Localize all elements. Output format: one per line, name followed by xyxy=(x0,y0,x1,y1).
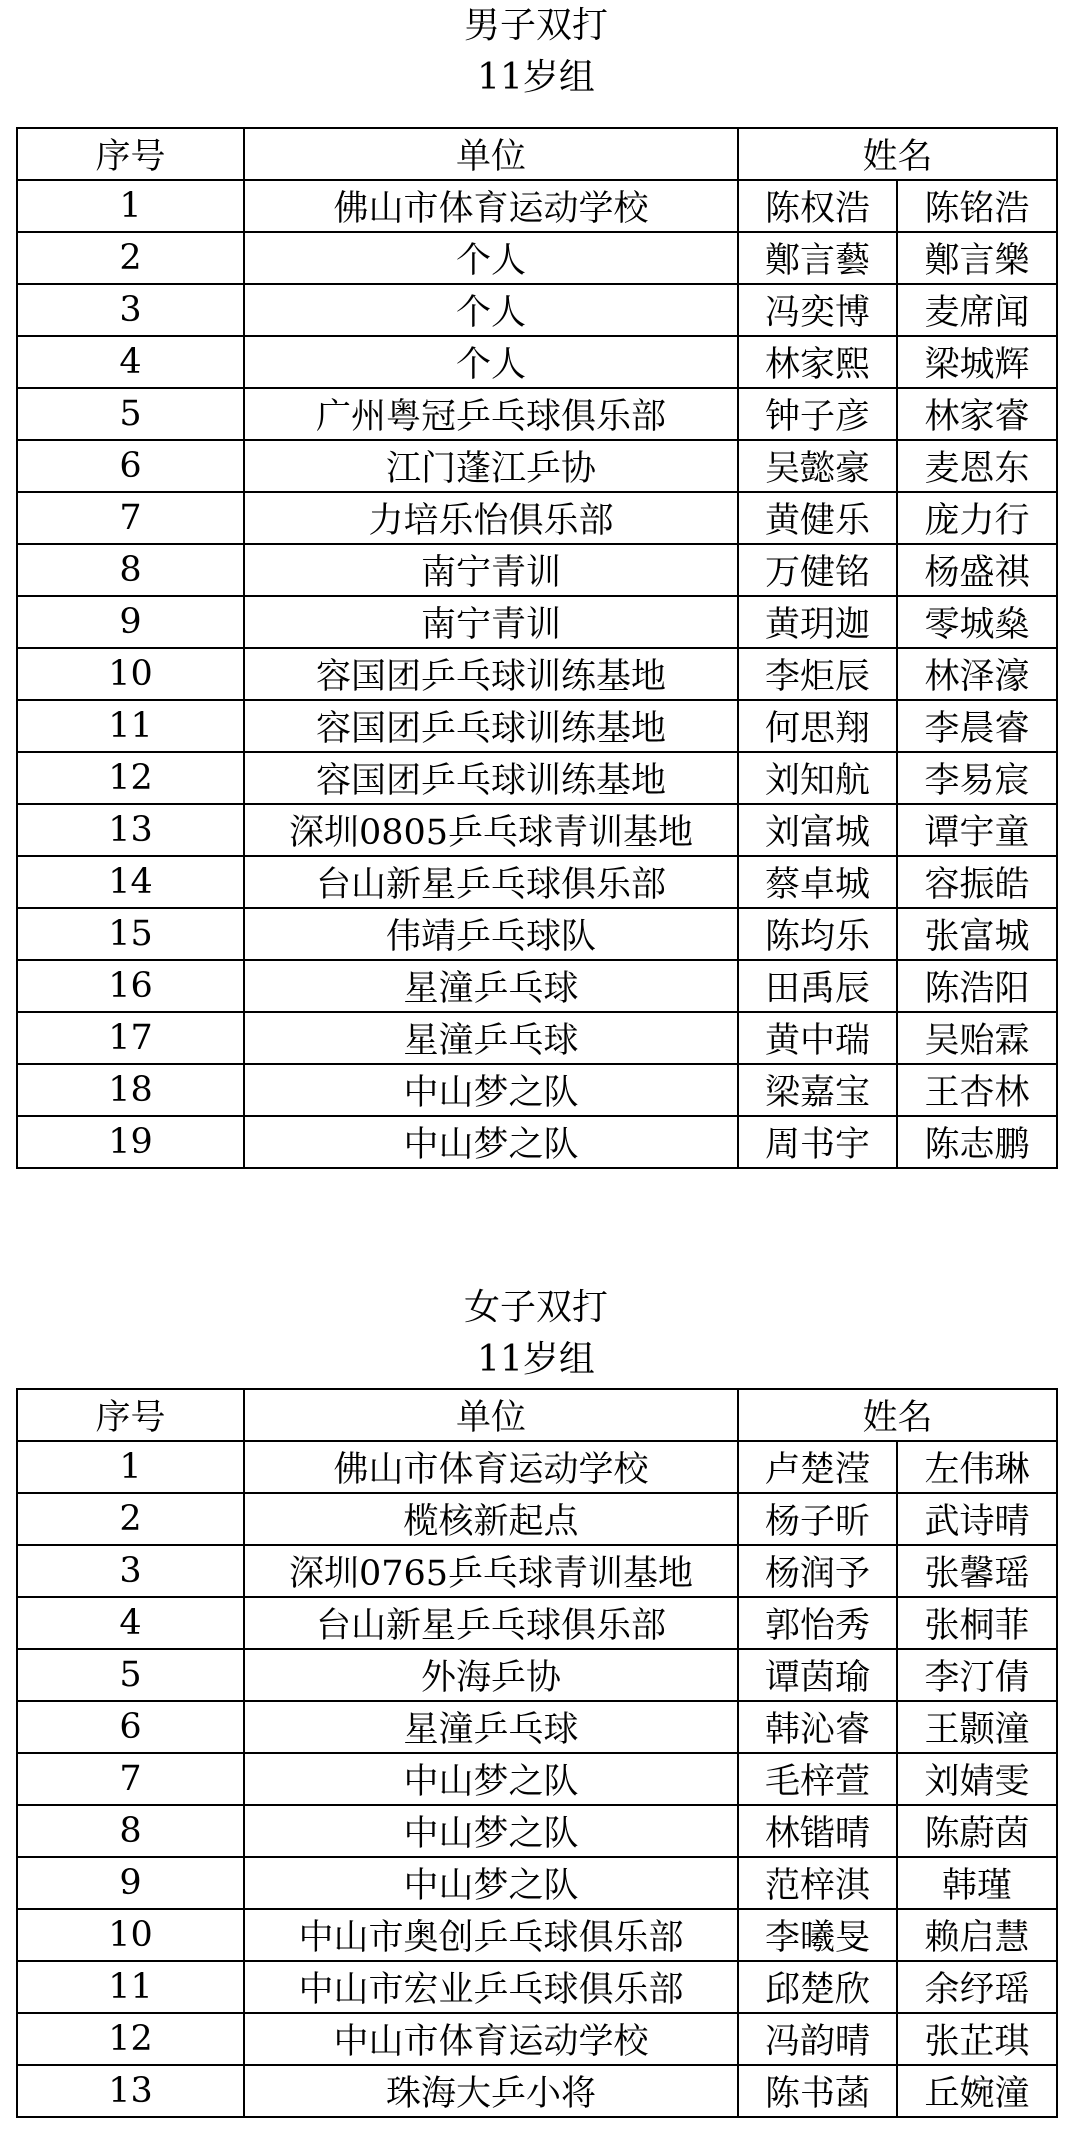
table-header-row xyxy=(17,1389,1057,1441)
table-row xyxy=(17,1701,1057,1753)
row-unit-cell: 南宁青训 xyxy=(244,596,738,648)
row-player1-cell: 陈权浩 xyxy=(738,180,897,232)
row-player2-cell: 李汀倩 xyxy=(897,1649,1057,1701)
women-doubles-group: 11岁组 xyxy=(477,1339,595,1380)
row-player2-cell: 余纾瑶 xyxy=(897,1961,1057,2013)
table-row xyxy=(17,1961,1057,2013)
row-index-cell: 12 xyxy=(17,2013,244,2065)
table-row xyxy=(17,700,1057,752)
row-player1-cell: 吴懿豪 xyxy=(738,440,897,492)
row-player2-cell: 李晨睿 xyxy=(897,700,1057,752)
row-unit-cell: 中山市宏业乒乓球俱乐部 xyxy=(244,1961,738,2013)
table-row xyxy=(17,1441,1057,1493)
row-player1-cell: 冯韵晴 xyxy=(738,2013,897,2065)
row-player1-cell: 韩沁睿 xyxy=(738,1701,897,1753)
row-player1-cell: 李曦旻 xyxy=(738,1909,897,1961)
header-index: 序号 xyxy=(17,1389,244,1441)
row-index-cell: 9 xyxy=(17,1857,244,1909)
row-player2-cell: 武诗晴 xyxy=(897,1493,1057,1545)
header-name: 姓名 xyxy=(738,1389,1057,1441)
row-index-cell: 11 xyxy=(17,1961,244,2013)
row-unit-cell: 佛山市体育运动学校 xyxy=(244,180,738,232)
row-player2-cell: 杨盛祺 xyxy=(897,544,1057,596)
row-player2-cell: 梁城辉 xyxy=(897,336,1057,388)
row-player2-cell: 谭宇童 xyxy=(897,804,1057,856)
table-row xyxy=(17,232,1057,284)
row-player1-cell: 陈书菡 xyxy=(738,2065,897,2117)
row-index-cell: 6 xyxy=(17,440,244,492)
table-row xyxy=(17,2065,1057,2117)
row-index-cell: 10 xyxy=(17,1909,244,1961)
row-player1-cell: 杨子昕 xyxy=(738,1493,897,1545)
table-row xyxy=(17,1012,1057,1064)
row-player2-cell: 刘婧雯 xyxy=(897,1753,1057,1805)
table-row xyxy=(17,752,1057,804)
row-unit-cell: 中山梦之队 xyxy=(244,1805,738,1857)
row-index-cell: 16 xyxy=(17,960,244,1012)
table-row xyxy=(17,1597,1057,1649)
row-player1-cell: 万健铭 xyxy=(738,544,897,596)
row-player1-cell: 黄玥迦 xyxy=(738,596,897,648)
row-player1-cell: 杨润予 xyxy=(738,1545,897,1597)
table-row xyxy=(17,1493,1057,1545)
row-player1-cell: 邱楚欣 xyxy=(738,1961,897,2013)
table-row xyxy=(17,648,1057,700)
table-row xyxy=(17,440,1057,492)
row-unit-cell: 中山市体育运动学校 xyxy=(244,2013,738,2065)
row-unit-cell: 容国团乒乓球训练基地 xyxy=(244,700,738,752)
table-row xyxy=(17,336,1057,388)
row-player1-cell: 范梓淇 xyxy=(738,1857,897,1909)
table-row xyxy=(17,180,1057,232)
row-player2-cell: 陈浩阳 xyxy=(897,960,1057,1012)
row-player1-cell: 毛梓萱 xyxy=(738,1753,897,1805)
row-unit-cell: 深圳0805乒乓球青训基地 xyxy=(244,804,738,856)
table-row xyxy=(17,544,1057,596)
row-player2-cell: 零城燊 xyxy=(897,596,1057,648)
row-player1-cell: 周书宇 xyxy=(738,1116,897,1168)
row-player1-cell: 何思翔 xyxy=(738,700,897,752)
table-row xyxy=(17,1909,1057,1961)
row-unit-cell: 广州粤冠乒乓球俱乐部 xyxy=(244,388,738,440)
row-unit-cell: 个人 xyxy=(244,232,738,284)
row-player1-cell: 卢楚滢 xyxy=(738,1441,897,1493)
row-player2-cell: 麦席闻 xyxy=(897,284,1057,336)
row-player2-cell: 张芷琪 xyxy=(897,2013,1057,2065)
row-index-cell: 10 xyxy=(17,648,244,700)
row-unit-cell: 个人 xyxy=(244,336,738,388)
row-unit-cell: 中山梦之队 xyxy=(244,1753,738,1805)
row-unit-cell: 珠海大乒小将 xyxy=(244,2065,738,2117)
header-index: 序号 xyxy=(17,128,244,180)
table-row xyxy=(17,492,1057,544)
row-player2-cell: 陈蔚茵 xyxy=(897,1805,1057,1857)
row-unit-cell: 榄核新起点 xyxy=(244,1493,738,1545)
row-index-cell: 5 xyxy=(17,388,244,440)
table-row xyxy=(17,388,1057,440)
row-player2-cell: 林泽濠 xyxy=(897,648,1057,700)
row-index-cell: 7 xyxy=(17,492,244,544)
row-player2-cell: 丘婉潼 xyxy=(897,2065,1057,2117)
row-player2-cell: 吴贻霖 xyxy=(897,1012,1057,1064)
row-index-cell: 8 xyxy=(17,1805,244,1857)
row-index-cell: 1 xyxy=(17,180,244,232)
row-index-cell: 9 xyxy=(17,596,244,648)
row-unit-cell: 星潼乒乓球 xyxy=(244,960,738,1012)
table-row xyxy=(17,1805,1057,1857)
row-player2-cell: 李易宸 xyxy=(897,752,1057,804)
row-player1-cell: 蔡卓城 xyxy=(738,856,897,908)
row-index-cell: 15 xyxy=(17,908,244,960)
table-row xyxy=(17,1857,1057,1909)
row-player1-cell: 郭怡秀 xyxy=(738,1597,897,1649)
table-row xyxy=(17,908,1057,960)
row-player2-cell: 鄭言樂 xyxy=(897,232,1057,284)
row-index-cell: 3 xyxy=(17,1545,244,1597)
row-player1-cell: 刘富城 xyxy=(738,804,897,856)
table-row xyxy=(17,960,1057,1012)
row-index-cell: 18 xyxy=(17,1064,244,1116)
row-unit-cell: 伟靖乒乓球队 xyxy=(244,908,738,960)
row-index-cell: 2 xyxy=(17,1493,244,1545)
row-index-cell: 4 xyxy=(17,1597,244,1649)
row-index-cell: 1 xyxy=(17,1441,244,1493)
row-player2-cell: 赖启慧 xyxy=(897,1909,1057,1961)
header-unit: 单位 xyxy=(244,128,738,180)
row-player2-cell: 王杏林 xyxy=(897,1064,1057,1116)
row-unit-cell: 个人 xyxy=(244,284,738,336)
row-index-cell: 12 xyxy=(17,752,244,804)
row-player2-cell: 张馨瑶 xyxy=(897,1545,1057,1597)
row-unit-cell: 星潼乒乓球 xyxy=(244,1012,738,1064)
header-unit: 单位 xyxy=(244,1389,738,1441)
row-player2-cell: 林家睿 xyxy=(897,388,1057,440)
row-player2-cell: 陈铭浩 xyxy=(897,180,1057,232)
row-player2-cell: 陈志鹏 xyxy=(897,1116,1057,1168)
row-unit-cell: 中山梦之队 xyxy=(244,1116,738,1168)
row-unit-cell: 力培乐怡俱乐部 xyxy=(244,492,738,544)
row-unit-cell: 江门蓬江乒协 xyxy=(244,440,738,492)
table-row xyxy=(17,2013,1057,2065)
table-row xyxy=(17,1649,1057,1701)
row-index-cell: 13 xyxy=(17,804,244,856)
row-unit-cell: 容国团乒乓球训练基地 xyxy=(244,752,738,804)
row-index-cell: 17 xyxy=(17,1012,244,1064)
row-unit-cell: 南宁青训 xyxy=(244,544,738,596)
row-unit-cell: 中山梦之队 xyxy=(244,1064,738,1116)
table-row xyxy=(17,596,1057,648)
row-player1-cell: 田禹辰 xyxy=(738,960,897,1012)
row-player1-cell: 林家熙 xyxy=(738,336,897,388)
men-doubles-group: 11岁组 xyxy=(477,57,595,98)
row-player2-cell: 左伟琳 xyxy=(897,1441,1057,1493)
row-index-cell: 19 xyxy=(17,1116,244,1168)
row-player2-cell: 韩瑾 xyxy=(897,1857,1057,1909)
row-index-cell: 7 xyxy=(17,1753,244,1805)
row-index-cell: 2 xyxy=(17,232,244,284)
row-player2-cell: 麦恩东 xyxy=(897,440,1057,492)
row-unit-cell: 台山新星乒乓球俱乐部 xyxy=(244,856,738,908)
row-index-cell: 13 xyxy=(17,2065,244,2117)
table-row xyxy=(17,1116,1057,1168)
row-player1-cell: 刘知航 xyxy=(738,752,897,804)
row-unit-cell: 星潼乒乓球 xyxy=(244,1701,738,1753)
table-row xyxy=(17,1545,1057,1597)
row-player1-cell: 谭茵瑜 xyxy=(738,1649,897,1701)
women-doubles-body xyxy=(17,1441,1057,2117)
row-unit-cell: 容国团乒乓球训练基地 xyxy=(244,648,738,700)
women-doubles-title: 女子双打 xyxy=(463,1287,608,1328)
row-player1-cell: 黄中瑞 xyxy=(738,1012,897,1064)
row-index-cell: 3 xyxy=(17,284,244,336)
row-player1-cell: 黄健乐 xyxy=(738,492,897,544)
row-index-cell: 5 xyxy=(17,1649,244,1701)
women-doubles-section xyxy=(16,1282,1056,2118)
row-player1-cell: 李炬辰 xyxy=(738,648,897,700)
men-doubles-body xyxy=(17,180,1057,1168)
row-unit-cell: 台山新星乒乓球俱乐部 xyxy=(244,1597,738,1649)
row-unit-cell: 中山市奥创乒乓球俱乐部 xyxy=(244,1909,738,1961)
women-doubles-table xyxy=(16,1388,1058,2118)
row-player1-cell: 钟子彦 xyxy=(738,388,897,440)
row-index-cell: 4 xyxy=(17,336,244,388)
row-index-cell: 8 xyxy=(17,544,244,596)
table-row xyxy=(17,856,1057,908)
row-player2-cell: 庞力行 xyxy=(897,492,1057,544)
row-player2-cell: 容振皓 xyxy=(897,856,1057,908)
table-row xyxy=(17,1753,1057,1805)
row-player2-cell: 张富城 xyxy=(897,908,1057,960)
row-unit-cell: 佛山市体育运动学校 xyxy=(244,1441,738,1493)
table-row xyxy=(17,284,1057,336)
men-doubles-table xyxy=(16,127,1058,1169)
row-player1-cell: 冯奕博 xyxy=(738,284,897,336)
row-player2-cell: 王颢潼 xyxy=(897,1701,1057,1753)
row-player2-cell: 张桐菲 xyxy=(897,1597,1057,1649)
table-header-row xyxy=(17,128,1057,180)
row-player1-cell: 鄭言藝 xyxy=(738,232,897,284)
row-unit-cell: 外海乒协 xyxy=(244,1649,738,1701)
table-row xyxy=(17,804,1057,856)
row-player1-cell: 陈均乐 xyxy=(738,908,897,960)
row-index-cell: 14 xyxy=(17,856,244,908)
table-row xyxy=(17,1064,1057,1116)
header-name: 姓名 xyxy=(738,128,1057,180)
row-index-cell: 11 xyxy=(17,700,244,752)
row-player1-cell: 林锴晴 xyxy=(738,1805,897,1857)
men-doubles-section xyxy=(16,0,1056,1169)
row-unit-cell: 深圳0765乒乓球青训基地 xyxy=(244,1545,738,1597)
row-index-cell: 6 xyxy=(17,1701,244,1753)
men-doubles-title: 男子双打 xyxy=(463,5,608,46)
row-player1-cell: 梁嘉宝 xyxy=(738,1064,897,1116)
row-unit-cell: 中山梦之队 xyxy=(244,1857,738,1909)
